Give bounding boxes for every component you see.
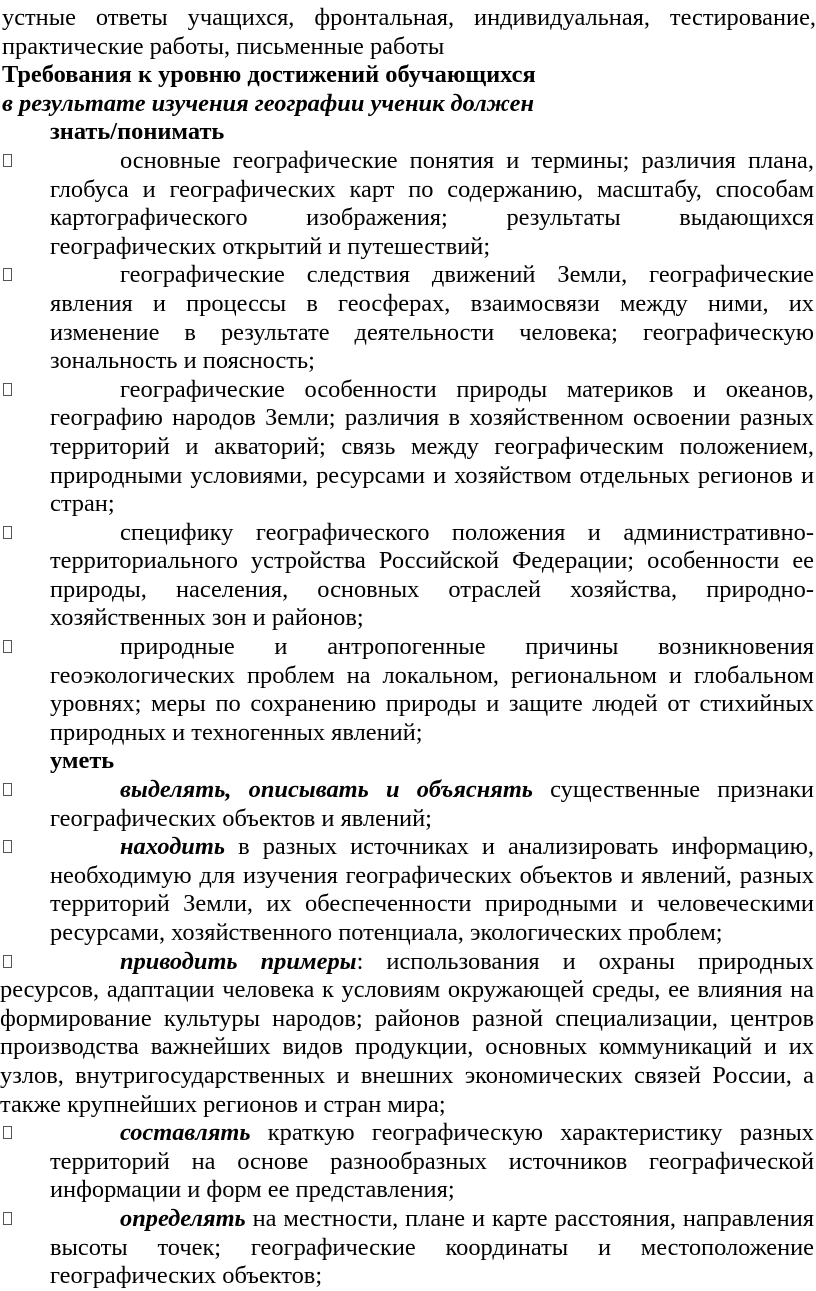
can-label: уметь (50, 747, 115, 775)
can-item: определять на местности, плане и карте расстояния, направления высоты точек; географические координаты и местоположение географических объектов; (0, 1205, 816, 1291)
intro-text: устные ответы учащихся, фронтальная, индивидуальная, тестирование, практические работы, письменные работы (2, 4, 816, 60)
bullet-icon (3, 1126, 12, 1139)
know-item: основные географические понятия и термины; различия плана, глобуса и географических карт по содержанию, масштабу, способам картографического изображения; результаты выдающихся географических открытий и путешествий; (0, 147, 816, 261)
bullet-icon (3, 783, 12, 796)
requirements-subheading: в результате изучения географии ученик должен (2, 89, 535, 117)
bullet-icon (3, 154, 12, 167)
know-item: специфику географического положения и административно-территориального устройства Российской Федерации; особенности ее природы, населения, основных отраслей хозяйства, природно-хозяйственных зон и районов; (0, 519, 816, 633)
can-item: выделять, описывать и объяснять существенные признаки географических объектов и явлений; (0, 776, 816, 833)
know-item: географические следствия движений Земли, географические явления и процессы в геосферах, взаимосвязи между ними, их изменение в результате деятельности человека; географическую зональность и поясность; (0, 261, 816, 375)
can-item: приводить примеры: использования и охраны природных ресурсов, адаптации человека к условиям окружающей среды, ее влияния на формирование культуры народов; районов разной специализации, центров производства важнейших видов продукции, основных коммуникаций и их узлов, внутригосударственных и внешних экономических связей России, а также крупнейших регионов и стран мира; (0, 947, 814, 1118)
bullet-icon (3, 955, 12, 968)
bullet-icon (3, 640, 12, 653)
document-page (0, 4, 816, 1291)
can-item: составлять краткую географическую характеристику разных территорий на основе разнообразных источников географической информации и форм ее представления; (0, 1119, 816, 1205)
know-label: знать/понимать (50, 118, 225, 146)
can-item: находить в разных источниках и анализировать информацию, необходимую для изучения географических объектов и явлений, разных территорий Земли, их обеспеченности природными и человеческими ресурсами, хозяйственного потенциала, экологических проблем; (0, 833, 816, 947)
bullet-icon (3, 383, 12, 396)
bullet-icon (3, 526, 12, 539)
bullet-icon (3, 268, 12, 281)
requirements-heading: Требования к уровню достижений обучающихся (2, 61, 536, 89)
bullet-icon (3, 840, 12, 853)
bullet-icon (3, 1212, 12, 1225)
know-item: природные и антропогенные причины возникновения геоэкологических проблем на локальном, региональном и глобальном уровнях; меры по сохранению природы и защите людей от стихийных природных и техногенных явлений; (0, 633, 816, 747)
know-item: географические особенности природы материков и океанов, географию народов Земли; различия в хозяйственном освоении разных территорий и акваторий; связь между географическим положением, природными условиями, ресурсами и хозяйством отдельных регионов и стран; (0, 376, 816, 519)
